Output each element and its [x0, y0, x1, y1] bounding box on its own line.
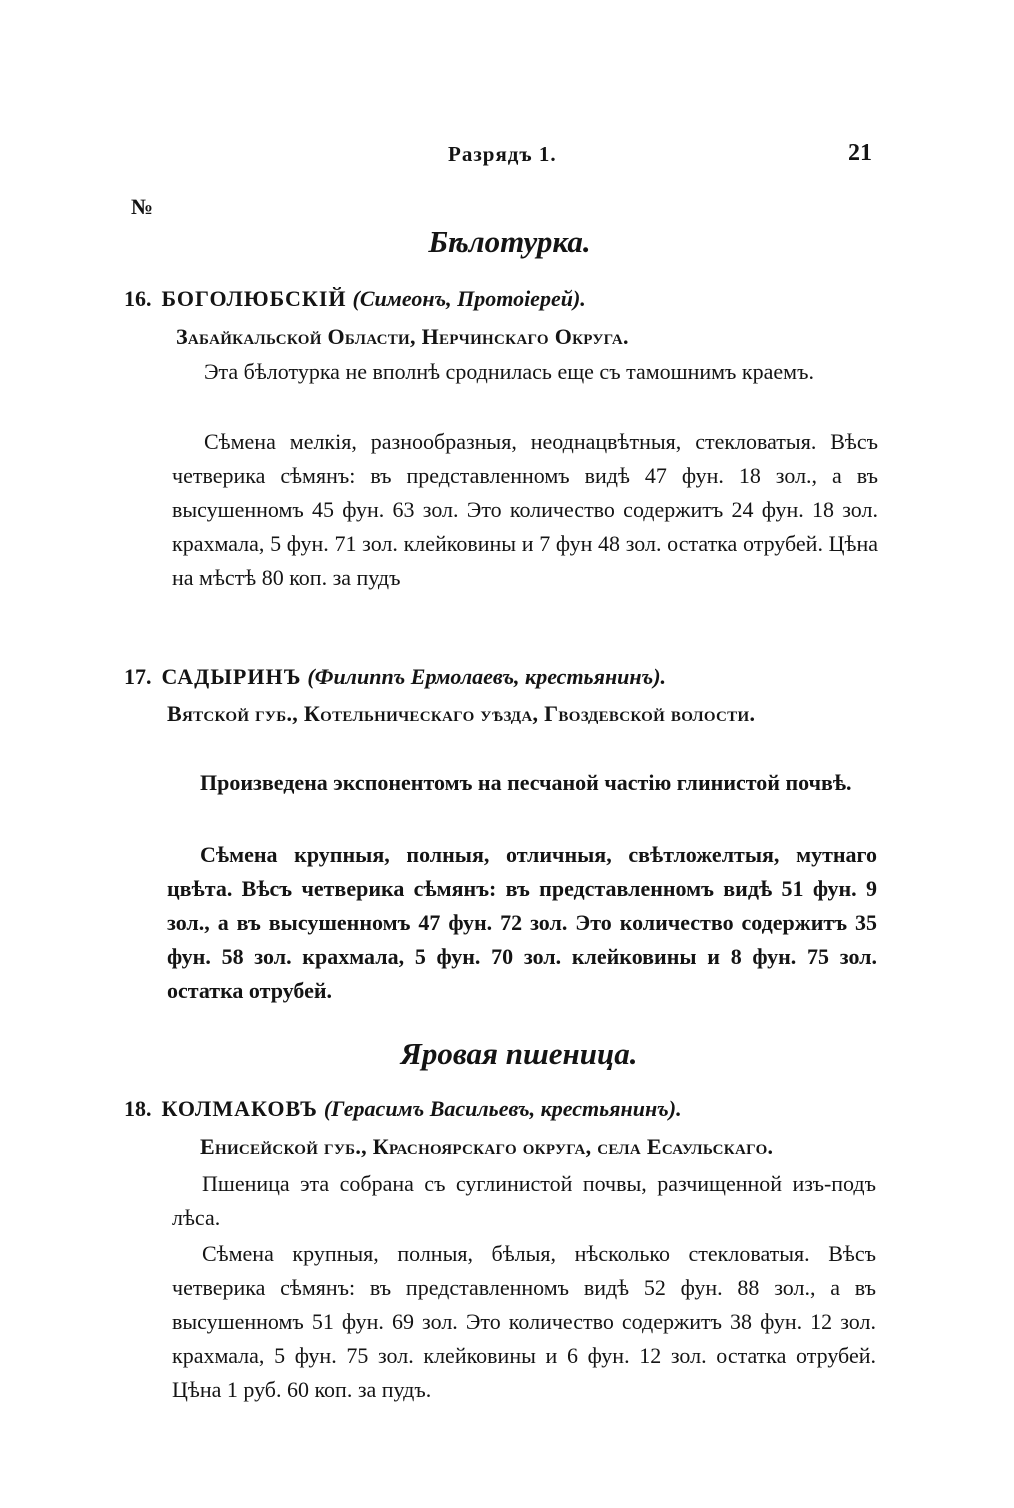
entry-number: 18. — [124, 1096, 152, 1121]
running-head: Разрядъ 1. — [448, 142, 557, 166]
entry-paragraph: Сѣмена крупныя, полныя, отличныя, свѣтложелтыя, мутнаго цвѣта. Вѣсъ четверика сѣмянъ: въ представленномъ видѣ 51 фун. 9 зол., а въ высушенномъ 47 фун. 72 зол. Это количество содержитъ 35 фун. 58 зол. крахмала, 5 фун. 70 зол. клейковины и 8 фун. 75 зол. остатка отрубей. — [167, 842, 877, 1003]
entry-region: Забайкальской Области, Нерчинскаго Округа. — [176, 324, 629, 349]
entry-paragraph: Сѣмена мелкія, разнообразныя, неоднацвѣтныя, стекловатыя. Вѣсъ четверика сѣмянъ: въ представленномъ видѣ 47 фун. 18 зол., а въ высушенномъ 45 фун. 63 зол. Это количество содержитъ 24 фун. 18 зол. крахмала, 5 фун. 71 зол. клейковины и 7 фун 48 зол. остатка отрубей. Цѣна на мѣстѣ 80 коп. за пудъ — [172, 429, 878, 590]
exhibitor-title: (Герасимъ Васильевъ, крестьянинъ). — [323, 1096, 682, 1121]
entry-paragraph: Эта бѣлотурка не вполнѣ сроднилась еще съ тамошнимъ краемъ. — [204, 359, 814, 384]
entry-number: 16. — [124, 286, 152, 311]
exhibitor-title: (Симеонъ, Протоіерей). — [352, 286, 586, 311]
page-number: 21 — [848, 140, 872, 166]
exhibitor-name: КОЛМАКОВЪ — [161, 1096, 318, 1121]
exhibitor-name: САДЫРИНЪ — [161, 664, 302, 689]
section-title-belotyrka: Бѣлотурка. — [428, 224, 591, 259]
entry-heading — [124, 662, 666, 692]
exhibitor-name: БОГОЛЮБСКІЙ — [161, 286, 347, 311]
section-title-yarovaya-pshenitsa: Яровая пшеница. — [400, 1036, 638, 1071]
number-sign: № — [131, 194, 154, 219]
entry-heading — [124, 284, 586, 314]
entry-region: Вятской губ., Котельническаго уѣзда, Гвоздевской волости. — [167, 701, 756, 726]
entry-number: 17. — [124, 664, 152, 689]
entry-paragraph: Произведена экспонентомъ на песчаной частію глинистой почвѣ. — [200, 770, 852, 795]
exhibitor-title: (Филиппъ Ермолаевъ, крестьянинъ). — [307, 664, 667, 689]
entry-region: Енисейской губ., Красноярскаго округа, села Есаульскаго. — [200, 1134, 774, 1159]
entry-heading — [124, 1094, 682, 1124]
entry-paragraph: Сѣмена крупныя, полныя, бѣлыя, нѣсколько стекловатыя. Вѣсъ четверика сѣмянъ: въ представленномъ видѣ 52 фун. 88 зол., а въ высушенномъ 51 фун. 69 зол. Это количество содержитъ 38 фун. 12 зол. крахмала, 5 фун. 75 зол. клейковины и 6 фун. 12 зол. остатка отрубей. Цѣна 1 руб. 60 коп. за пудъ. — [172, 1241, 876, 1402]
entry-paragraph: Пшеница эта собрана съ суглинистой почвы, разчищенной изъ-подъ лѣса. — [172, 1171, 876, 1230]
